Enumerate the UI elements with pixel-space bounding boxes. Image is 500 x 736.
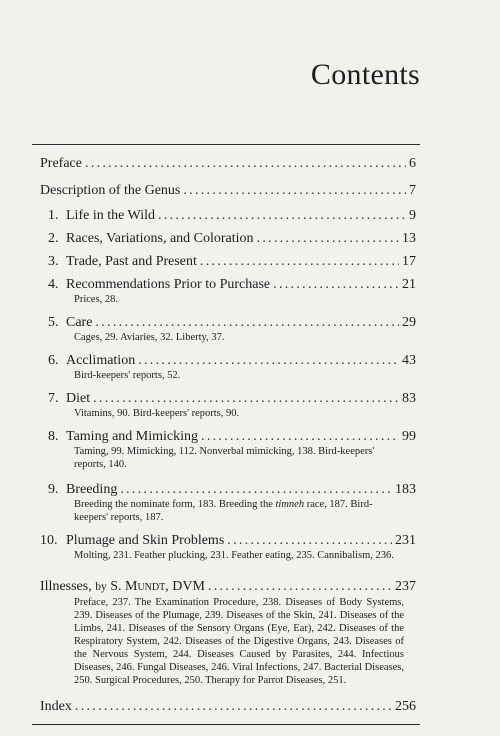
toc-page: 29 [402, 315, 416, 330]
toc-entry-chapter-4 [40, 275, 416, 306]
toc-label: Index [40, 699, 72, 714]
dot-leader [200, 252, 399, 271]
dot-leader [208, 577, 392, 596]
toc-author: S. Mundt, DVM [110, 579, 205, 594]
toc-page: 231 [395, 533, 416, 548]
toc-entry-chapter-7 [40, 389, 416, 420]
page-title: Contents [310, 58, 420, 91]
toc-number: 2. [48, 231, 59, 246]
toc-subentries: Vitamins, 90. Bird-keepers' reports, 90. [74, 408, 240, 419]
toc-entry-illnesses [40, 577, 416, 687]
toc-label: Breeding [66, 482, 118, 497]
toc-entry-chapter-1 [40, 206, 416, 225]
toc-page: 183 [395, 482, 416, 497]
toc-label: Acclimation [66, 353, 136, 368]
toc-label: Taming and Mimicking [66, 429, 199, 444]
dot-leader [120, 480, 392, 499]
toc-entry-chapter-5 [40, 313, 416, 344]
toc-entry-chapter-9 [40, 480, 416, 524]
toc-entry-index [40, 697, 416, 716]
toc-page: 99 [402, 429, 416, 444]
toc-page: 256 [395, 699, 416, 714]
toc-number: 7. [48, 391, 59, 406]
bottom-rule [32, 724, 420, 725]
toc-page: 7 [409, 183, 416, 198]
toc-number: 10. [40, 533, 58, 548]
toc-page: 83 [402, 391, 416, 406]
toc-entry-chapter-10 [40, 531, 416, 562]
toc-subentries: Bird-keepers' reports, 52. [74, 370, 181, 381]
dot-leader [201, 427, 399, 446]
toc-subentries: Molting, 231. Feather plucking, 231. Feather eating, 235. Cannibalism, 236. [74, 550, 394, 561]
toc-label: Description of the Genus [40, 183, 181, 198]
dot-leader [158, 206, 406, 225]
toc-entry-chapter-3 [40, 252, 416, 271]
toc-label: Diet [66, 391, 91, 406]
top-rule [32, 144, 420, 145]
dot-leader [183, 181, 406, 200]
toc-page: 6 [409, 156, 416, 171]
toc-page: 13 [402, 231, 416, 246]
toc-number: 3. [48, 254, 59, 269]
toc-number: 1. [48, 208, 59, 223]
toc-number: 5. [48, 315, 59, 330]
toc-entry-chapter-6 [40, 351, 416, 382]
toc-label: Plumage and Skin Problems [66, 533, 225, 548]
subentry-italic: timneh [275, 499, 305, 510]
dot-leader [85, 154, 406, 173]
dot-leader [257, 229, 399, 248]
toc-entry-description [40, 181, 416, 200]
table-of-contents [40, 154, 416, 716]
dot-leader [95, 313, 399, 332]
dot-leader [75, 697, 392, 716]
toc-label: Preface [40, 156, 82, 171]
toc-author-prefix: by [95, 581, 107, 593]
toc-label: Races, Variations, and Coloration [66, 231, 254, 246]
toc-subentries: Preface, 237. The Examination Procedure, 238. Diseases of Body Systems, 239. Diseases of the Plumage, 239. Diseases of the Skin, 241. Diseases of the Limbs, 241. Diseases of the Sensory Organs (Eye, Ear), 242. Diseases of the Respiratory System, 242. Diseases of the Digestive Organs, 243. Diseases of the Nervous System, 244. Diseases Caused by Parasites, 244. Infectious Diseases, 246. Fungal Diseases, 246. Viral Infections, 247. Bacterial Diseases, 250. Surgical Procedures, 250. Therapy for Parrot Diseases, 251. [74, 597, 404, 686]
toc-page: 17 [402, 254, 416, 269]
toc-subentries: Breeding the nominate form, 183. Breeding the timneh race, 187. Bird-keepers' reports, 187. [74, 499, 373, 523]
dot-leader [273, 275, 399, 294]
toc-label: Illnesses, [40, 579, 92, 594]
toc-label: Recommendations Prior to Purchase [66, 277, 271, 292]
toc-subentries: Taming, 99. Mimicking, 112. Nonverbal mimicking, 138. Bird-keepers' reports, 140. [74, 446, 375, 470]
toc-entry-preface [40, 154, 416, 173]
toc-page: 43 [402, 353, 416, 368]
toc-label: Trade, Past and Present [66, 254, 197, 269]
toc-number: 4. [48, 277, 59, 292]
dot-leader [93, 389, 399, 408]
toc-label: Life in the Wild [66, 208, 155, 223]
toc-page: 237 [395, 579, 416, 594]
dot-leader [227, 531, 392, 550]
toc-entry-chapter-8 [40, 427, 416, 471]
toc-subentries: Cages, 29. Aviaries, 32. Liberty, 37. [74, 332, 225, 343]
toc-number: 6. [48, 353, 59, 368]
toc-page: 9 [409, 208, 416, 223]
toc-number: 9. [48, 482, 59, 497]
toc-label: Care [66, 315, 93, 330]
toc-entry-chapter-2 [40, 229, 416, 248]
toc-page: 21 [402, 277, 416, 292]
toc-subentries: Prices, 28. [74, 294, 119, 305]
dot-leader [138, 351, 399, 370]
toc-number: 8. [48, 429, 59, 444]
